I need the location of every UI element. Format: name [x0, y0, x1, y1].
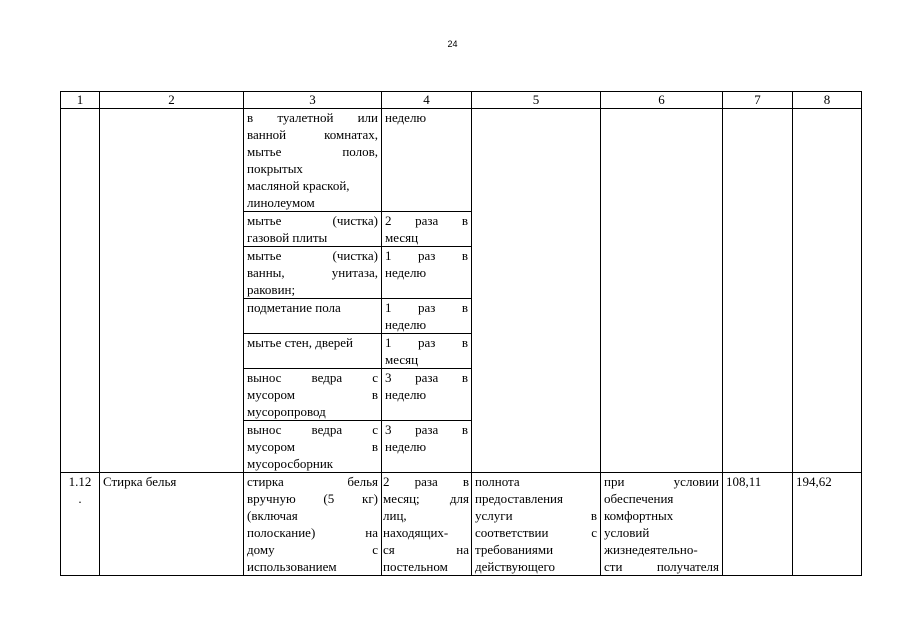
text-line: вынос ведра с: [247, 422, 378, 437]
price-value: 108,11: [726, 474, 762, 489]
text-line: мытье полов,: [247, 144, 378, 159]
quality-cell-empty: [472, 109, 601, 473]
text-line: месяц; для: [383, 491, 469, 506]
frequency-cell: [382, 473, 472, 576]
number-cell-empty: [61, 109, 100, 473]
text-line: услуги в: [475, 508, 597, 523]
text-line: предоставления: [475, 491, 563, 506]
item-number: .: [78, 491, 82, 506]
text-line: стирка белья: [247, 474, 378, 489]
text-line: 1 раз в: [385, 248, 468, 263]
frequency-cell: [382, 247, 472, 299]
text-line: раковин;: [247, 282, 296, 297]
text-line: жизнедеятельно-: [604, 542, 698, 557]
service-cell: [244, 109, 382, 212]
price-value: 194,62: [796, 474, 832, 489]
text-line: неделю: [385, 387, 427, 402]
frequency-cell: [382, 421, 472, 473]
frequency-cell: [382, 109, 472, 212]
text-line: мытье (чистка): [247, 213, 378, 228]
text-line: покрытых: [247, 161, 303, 176]
text-line: дому с: [247, 542, 378, 557]
text-line: неделю: [385, 439, 427, 454]
text-line: 3 раза в: [385, 370, 468, 385]
item-number: 1.12: [68, 474, 92, 489]
name-cell-empty: [100, 109, 244, 473]
service-cell: [244, 247, 382, 299]
text-line: месяц: [385, 352, 419, 367]
text-line: использованием: [247, 559, 337, 574]
text-line: газовой плиты: [247, 230, 328, 245]
page-number: 24: [447, 39, 458, 49]
service-cell: [244, 369, 382, 421]
text-line: вручную (5 кг): [247, 491, 378, 506]
text-line: постельном: [383, 559, 448, 574]
price-cell: [723, 473, 793, 576]
frequency-cell: [382, 334, 472, 369]
text-line: месяц: [385, 230, 419, 245]
text-line: мусором в: [247, 439, 378, 454]
price-cell-empty: [723, 109, 793, 473]
text-line: подметание пола: [247, 300, 341, 315]
header-row: [61, 92, 862, 109]
service-cell: [244, 334, 382, 369]
text-line: неделю: [385, 110, 427, 125]
text-line: условий: [604, 525, 650, 540]
text-line: 2 раза в: [385, 213, 468, 228]
text-line: мытье (чистка): [247, 248, 378, 263]
text-line: обеспечения: [604, 491, 674, 506]
text-line: 2 раза в: [383, 474, 469, 489]
price-cell-empty: [793, 109, 862, 473]
text-line: полоскание) на: [247, 525, 378, 540]
text-line: (включая: [247, 508, 298, 523]
text-line: мусоросборник: [247, 456, 334, 471]
service-name: Стирка белья: [103, 474, 177, 489]
service-cell: [244, 212, 382, 247]
text-line: ся на: [383, 542, 469, 557]
text-line: ванны, унитаза,: [247, 265, 378, 280]
frequency-cell: [382, 299, 472, 334]
text-line: ванной комнатах,: [247, 127, 378, 142]
column-header: 8: [793, 92, 862, 109]
text-line: неделю: [385, 265, 427, 280]
conditions-cell-empty: [601, 109, 723, 473]
column-header: 5: [472, 92, 601, 109]
text-line: 1 раз в: [385, 300, 468, 315]
service-cell: [244, 421, 382, 473]
text-line: мусором в: [247, 387, 378, 402]
text-line: сти получателя: [604, 559, 719, 574]
text-line: соответствии с: [475, 525, 597, 540]
price-cell: [793, 473, 862, 576]
text-line: требованиями: [475, 542, 554, 557]
quality-cell: [472, 473, 601, 576]
name-cell: [100, 473, 244, 576]
column-header: 2: [100, 92, 244, 109]
text-line: вынос ведра с: [247, 370, 378, 385]
number-cell: [61, 473, 100, 576]
text-line: действующего: [475, 559, 555, 574]
text-line: 3 раза в: [385, 422, 468, 437]
frequency-cell: [382, 212, 472, 247]
frequency-cell: [382, 369, 472, 421]
text-line: неделю: [385, 317, 427, 332]
service-cell: [244, 473, 382, 576]
text-line: полнота: [475, 474, 520, 489]
text-line: в туалетной или: [247, 110, 378, 125]
table-row: [61, 109, 862, 212]
tariff-table: [60, 91, 862, 576]
text-line: мытье стен, дверей: [247, 335, 353, 350]
column-header: 6: [601, 92, 723, 109]
service-cell: [244, 299, 382, 334]
conditions-cell: [601, 473, 723, 576]
text-line: масляной краской,: [247, 178, 350, 193]
text-line: комфортных: [604, 508, 674, 523]
column-header: 1: [61, 92, 100, 109]
text-line: лиц,: [383, 508, 407, 523]
text-line: находящих-: [383, 525, 449, 540]
column-header: 4: [382, 92, 472, 109]
text-line: линолеумом: [247, 195, 315, 210]
text-line: при условии: [604, 474, 719, 489]
text-line: мусоропровод: [247, 404, 326, 419]
text-line: 1 раз в: [385, 335, 468, 350]
table-row: [61, 473, 862, 576]
column-header: 3: [244, 92, 382, 109]
column-header: 7: [723, 92, 793, 109]
